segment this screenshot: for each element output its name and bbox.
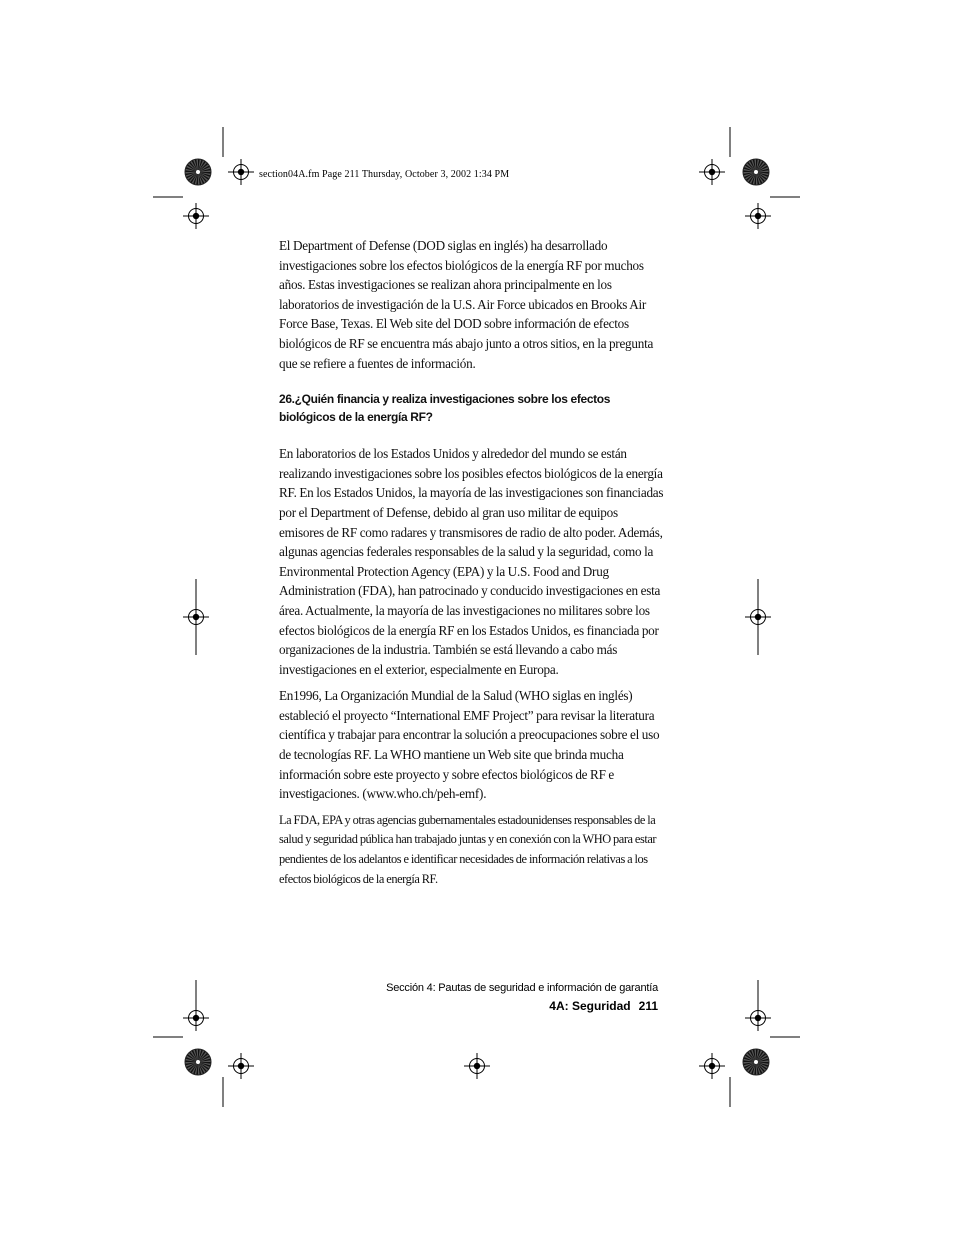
footer-subsection-label: 4A: Seguridad — [549, 999, 631, 1013]
question-heading: 26.¿Quién financia y realiza investigaciones sobre los efectos biológicos de la energía RF? — [279, 392, 611, 424]
registration-target-icon — [183, 1005, 209, 1031]
answer-paragraph: En laboratorios de los Estados Unidos y alrededor del mundo se están realizando investigaciones sobre los posibles efectos biológicos de la energía RF. En los Estados Unidos, la mayoría de las investigaciones son financiadas por el Department of Defense, debido al gran uso militar de equipos emisores de RF como radares y transmisores de radio de alto poder. Además, algunas agencias federales responsables de la salud y la seguridad, como la Environmental Protection Agency (EPA) y la U.S. Food and Drug Administration (FDA), han patrocinado y conducido investigaciones en esta área. Actualmente, la mayoría de las investigaciones no militares sobre los efectos biológicos de la energía RF en los Estados Unidos, es financiada por organizaciones de la industria. También se está llevando a cabo más investigaciones en el exterior, especialmente en Europa. — [279, 446, 664, 677]
answer-paragraph: En1996, La Organización Mundial de la Salud (WHO siglas en inglés) estableció el proyecto “International EMF Project” para revisar la literatura científica y trabajar para encontrar la solución a preocupaciones sobre el uso de tecnologías RF. La WHO mantiene un Web site que brinda mucha información sobre este proyecto y sobre efectos biológicos de RF e investigaciones. (www.who.ch/peh-emf). — [279, 688, 660, 802]
footer-section-title: Sección 4: Pautas de seguridad e información de garantía — [386, 982, 658, 994]
intro-paragraph: El Department of Defense (DOD siglas en inglés) ha desarrollado investigaciones sobre los efectos biológicos de la energía RF por muchos años. Estas investigaciones se realizan ahora principalmente en los laboratorios de investigación de la U.S. Air Force ubicados en Brooks Air Force Base, Texas. El Web site del DOD sobre información de efectos biológicos de RF se encuentra más abajo junto a otros sitios, en la pregunta que se refiere a fuentes de información. — [279, 238, 654, 371]
color-wheel-icon — [743, 1049, 769, 1075]
registration-target-icon — [699, 1053, 725, 1079]
registration-target-icon — [183, 604, 209, 630]
registration-target-icon — [464, 1053, 490, 1079]
registration-target-icon — [228, 159, 254, 185]
footer-subsection — [386, 997, 658, 1015]
registration-target-icon — [228, 1053, 254, 1079]
color-wheel-icon — [185, 1049, 211, 1075]
registration-target-icon — [745, 203, 771, 229]
page-number: 211 — [638, 999, 658, 1013]
page-footer — [386, 979, 658, 1015]
file-info-header: section04A.fm Page 211 Thursday, October 3, 2002 1:34 PM — [259, 169, 510, 180]
registration-target-icon — [745, 1005, 771, 1031]
registration-target-icon — [183, 203, 209, 229]
registration-target-icon — [699, 159, 725, 185]
registration-target-icon — [745, 604, 771, 630]
body-content — [279, 236, 664, 889]
answer-paragraph: La FDA, EPA y otras agencias gubernamentales estadounidenses responsables de la salud y seguridad pública han trabajado juntas y en conexión con la WHO para estar pendientes de los adelantos e identificar necesidades de información relativas a los efectos biológicos de la energía RF. — [279, 812, 657, 886]
color-wheel-icon — [185, 159, 211, 185]
color-wheel-icon — [743, 159, 769, 185]
